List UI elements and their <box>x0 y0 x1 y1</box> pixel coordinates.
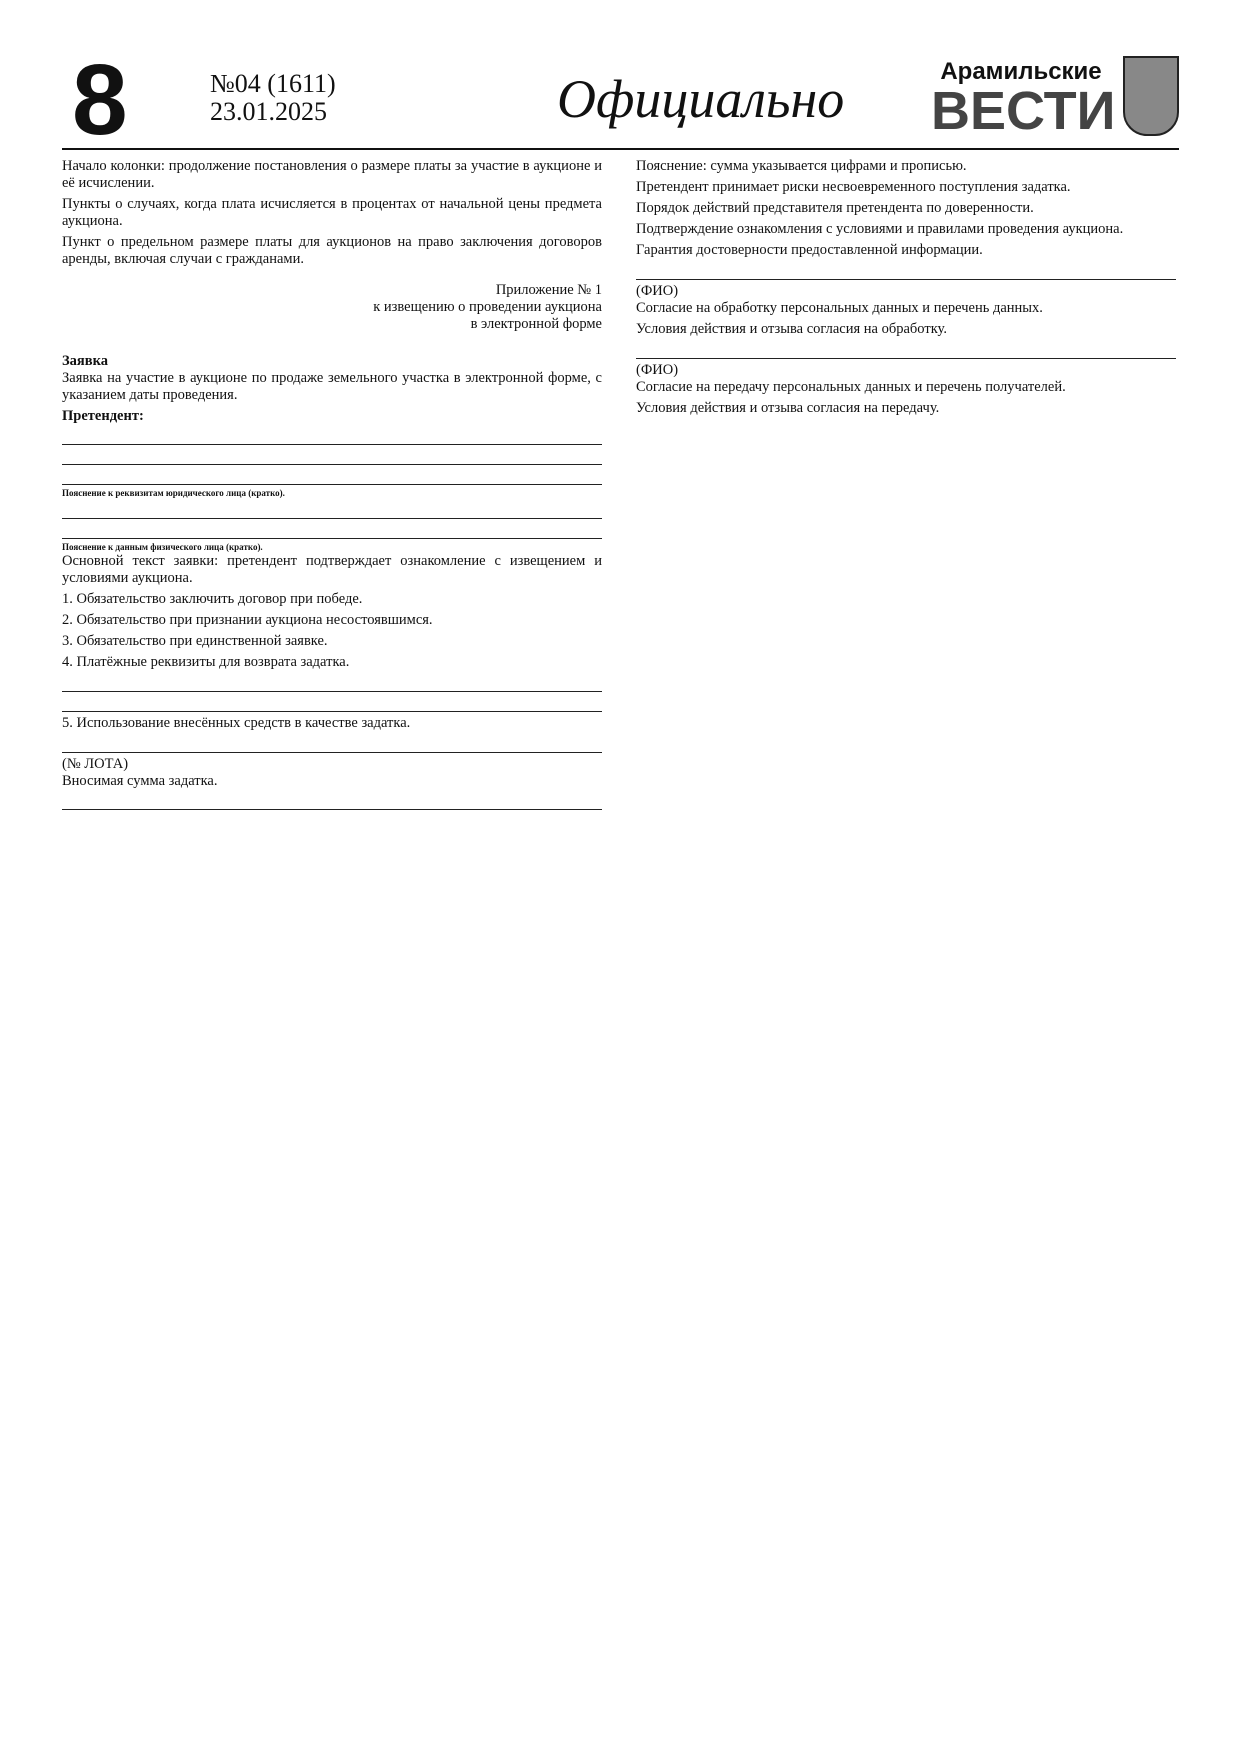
left-list-1: 1. Обязательство заключить договор при победе. <box>62 591 363 607</box>
masthead-logo <box>931 58 1116 141</box>
applicant-line-5 <box>62 522 602 539</box>
page-number: 8 <box>72 44 128 156</box>
lot-line <box>62 736 602 753</box>
annex-2: к извещению о проведении аукциона <box>373 299 602 315</box>
deposit-label: Вносимая сумма задатка. <box>62 773 218 789</box>
annex-note <box>62 282 602 333</box>
fio-label-2: (ФИО) <box>636 362 679 378</box>
right-p2: Претендент принимает риски несвоевременного поступления задатка. <box>636 179 1071 195</box>
consent-1: Согласие на обработку персональных данных и перечень данных. <box>636 300 1043 316</box>
right-p5: Гарантия достоверности предоставленной информации. <box>636 242 983 258</box>
consent-4: Условия действия и отзыва согласия на передачу. <box>636 400 940 416</box>
logo-main: ВЕСТИ <box>931 81 1116 141</box>
right-p4: Подтверждение ознакомления с условиями и правилами проведения аукциона. <box>636 221 1124 237</box>
payment-line-2 <box>62 695 602 712</box>
issue-date: 23.01.2025 <box>210 97 327 126</box>
consent-3: Согласие на передачу персональных данных и перечень получателей. <box>636 379 1066 395</box>
signature-line-2 <box>636 342 1176 359</box>
issue-info <box>210 70 336 126</box>
section-title: Официально <box>557 69 845 129</box>
left-column <box>62 158 602 813</box>
fio-label-1: (ФИО) <box>636 283 679 299</box>
logo-top: Арамильские <box>940 58 1102 85</box>
left-list-3: 3. Обязательство при единственной заявке. <box>62 633 328 649</box>
coat-of-arms-icon <box>1123 56 1179 136</box>
right-p1: Пояснение: сумма указывается цифрами и прописью. <box>636 158 967 174</box>
right-p3: Порядок действий представителя претендента по доверенности. <box>636 200 1034 216</box>
applicant-line-3 <box>62 468 602 485</box>
lot-label: (№ ЛОТА) <box>62 756 129 772</box>
applicant-note-2: Пояснение к данным физического лица (кратко). <box>62 542 263 552</box>
applicant-note-1: Пояснение к реквизитам юридического лица (кратко). <box>62 488 285 498</box>
application-title: Заявка <box>62 353 108 369</box>
left-list-4: 4. Платёжные реквизиты для возврата задатка. <box>62 654 350 670</box>
page-header <box>62 44 1179 156</box>
payment-line-1 <box>62 675 602 692</box>
deposit-line <box>62 793 602 810</box>
left-p3: Пункт о предельном размере платы для аукционов на право заключения договоров аренды, включая случаи с гражданами. <box>62 234 602 267</box>
applicant-line-1 <box>62 428 602 445</box>
issue-number: №04 (1611) <box>210 69 336 98</box>
left-list-5: 5. Использование внесённых средств в качестве задатка. <box>62 715 411 731</box>
annex-1: Приложение № 1 <box>495 282 602 298</box>
annex-3: в электронной форме <box>470 316 602 332</box>
left-list-2: 2. Обязательство при признании аукциона несостоявшимся. <box>62 612 433 628</box>
left-p2: Пункты о случаях, когда плата исчисляется в процентах от начальной цены предмета аукциона. <box>62 196 602 229</box>
left-p4: Основной текст заявки: претендент подтверждает ознакомление с извещением и условиями аукциона. <box>62 553 602 586</box>
applicant-line-4 <box>62 502 602 519</box>
signature-line-1 <box>636 263 1176 280</box>
header-rule <box>62 148 1179 150</box>
left-p1: Начало колонки: продолжение постановления о размере платы за участие в аукционе и её исчислении. <box>62 158 602 191</box>
applicant-line-2 <box>62 448 602 465</box>
applicant-label: Претендент: <box>62 408 144 424</box>
application-subtitle: Заявка на участие в аукционе по продаже земельного участка в электронной форме, с указанием даты проведения. <box>62 370 602 403</box>
consent-2: Условия действия и отзыва согласия на обработку. <box>636 321 947 337</box>
right-column <box>636 158 1176 421</box>
